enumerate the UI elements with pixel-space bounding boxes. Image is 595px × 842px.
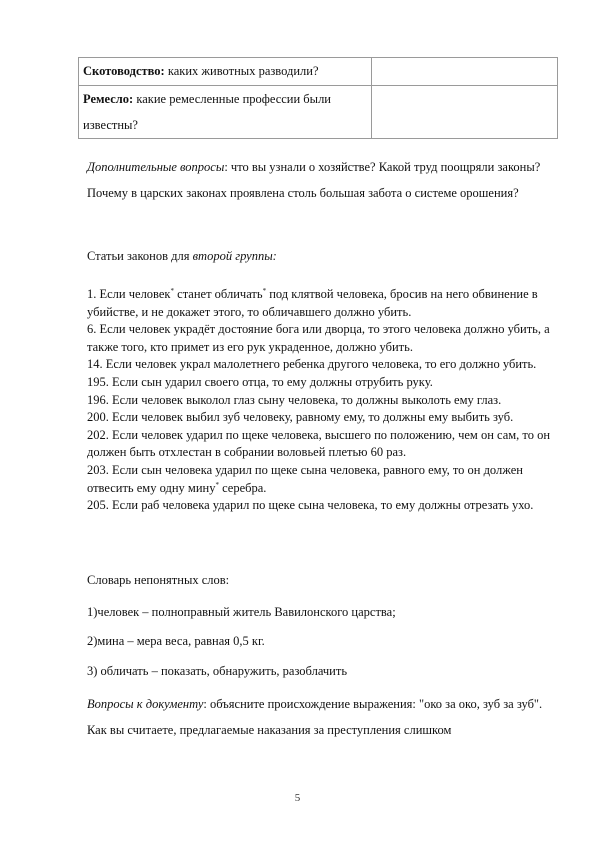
additional-text: : что вы узнали о хозяйстве? Какой труд поощряли законы? Почему в царских законах проявлена столь большая забота о системе орошения? [87,160,541,200]
glossary-item: 3) обличать – показать, обнаружить, разоблачить [87,664,348,678]
footnote-mark: * [170,286,175,295]
additional-questions [87,154,557,206]
glossary-title: Словарь непонятных слов: [87,573,230,587]
law-article: 196. Если человек выколол глаз сыну человека, то должны выколоть ему глаз. [87,392,502,407]
table-row [79,58,558,86]
table-cell-question [79,86,372,139]
law-article: 203. Если сын человека ударил по щеке сына человека, равного ему, то он должен отвесить ему одну мину* серебра. [87,462,523,495]
table-cell-question [79,58,372,86]
table-cell-answer [372,58,558,86]
law-article: 200. Если человек выбил зуб человеку, равному ему, то должны ему выбить зуб. [87,410,514,425]
glossary-item: 1)человек – полноправный житель Вавилонского царства; [87,605,396,619]
questions-table [78,57,558,139]
doc-questions-label: Вопросы к документу [87,697,204,711]
law-article: 14. Если человек украл малолетнего ребенка другого человека, то его должно убить. [87,357,537,372]
footnote-mark: * [262,286,267,295]
row-text: какие ремесленные профессии были известны? [83,92,331,132]
table-cell-answer [372,86,558,139]
law-article: 195. Если сын ударил своего отца, то ему должны отрубить руку. [87,374,433,389]
doc-questions-text: : объясните происхождение выражения: "око за око, зуб за зуб". Как вы считаете, предлагаемые наказания за преступления слишком [87,697,543,737]
group-heading-prefix: Статьи законов для [87,249,193,263]
footnote-mark: * [215,480,219,489]
additional-label: Дополнительные вопросы [87,160,225,174]
law-articles [87,286,555,515]
group-heading-italic: второй группы: [192,249,277,263]
table-row [79,86,558,139]
glossary-item: 2)мина – мера веса, равная 0,5 кг. [87,634,265,648]
law-article: 6. Если человек украдёт достояние бога или дворца, то этого человека должно убить, а также того, кто примет из его рук украденное, должно убить. [87,322,550,354]
page-number: 5 [294,792,301,804]
law-article: 1. Если человек* станет обличать* под клятвой человека, бросив на него обвинение в убийстве, и не докажет этого, то обличавшего должно убить. [87,286,538,319]
row-label: Ремесло: [83,92,134,106]
document-questions [87,691,557,743]
row-text: каких животных разводили? [164,64,319,78]
law-article: 202. Если человек ударил по щеке человека, высшего по положению, чем он сам, то он должен быть отхлестан в собрании воловьей плетью 60 раз. [87,427,551,460]
law-article: 205. Если раб человека ударил по щеке сына человека, то ему должны отрезать ухо. [87,498,534,513]
group-heading [87,249,567,264]
row-label: Скотоводство: [83,64,165,78]
